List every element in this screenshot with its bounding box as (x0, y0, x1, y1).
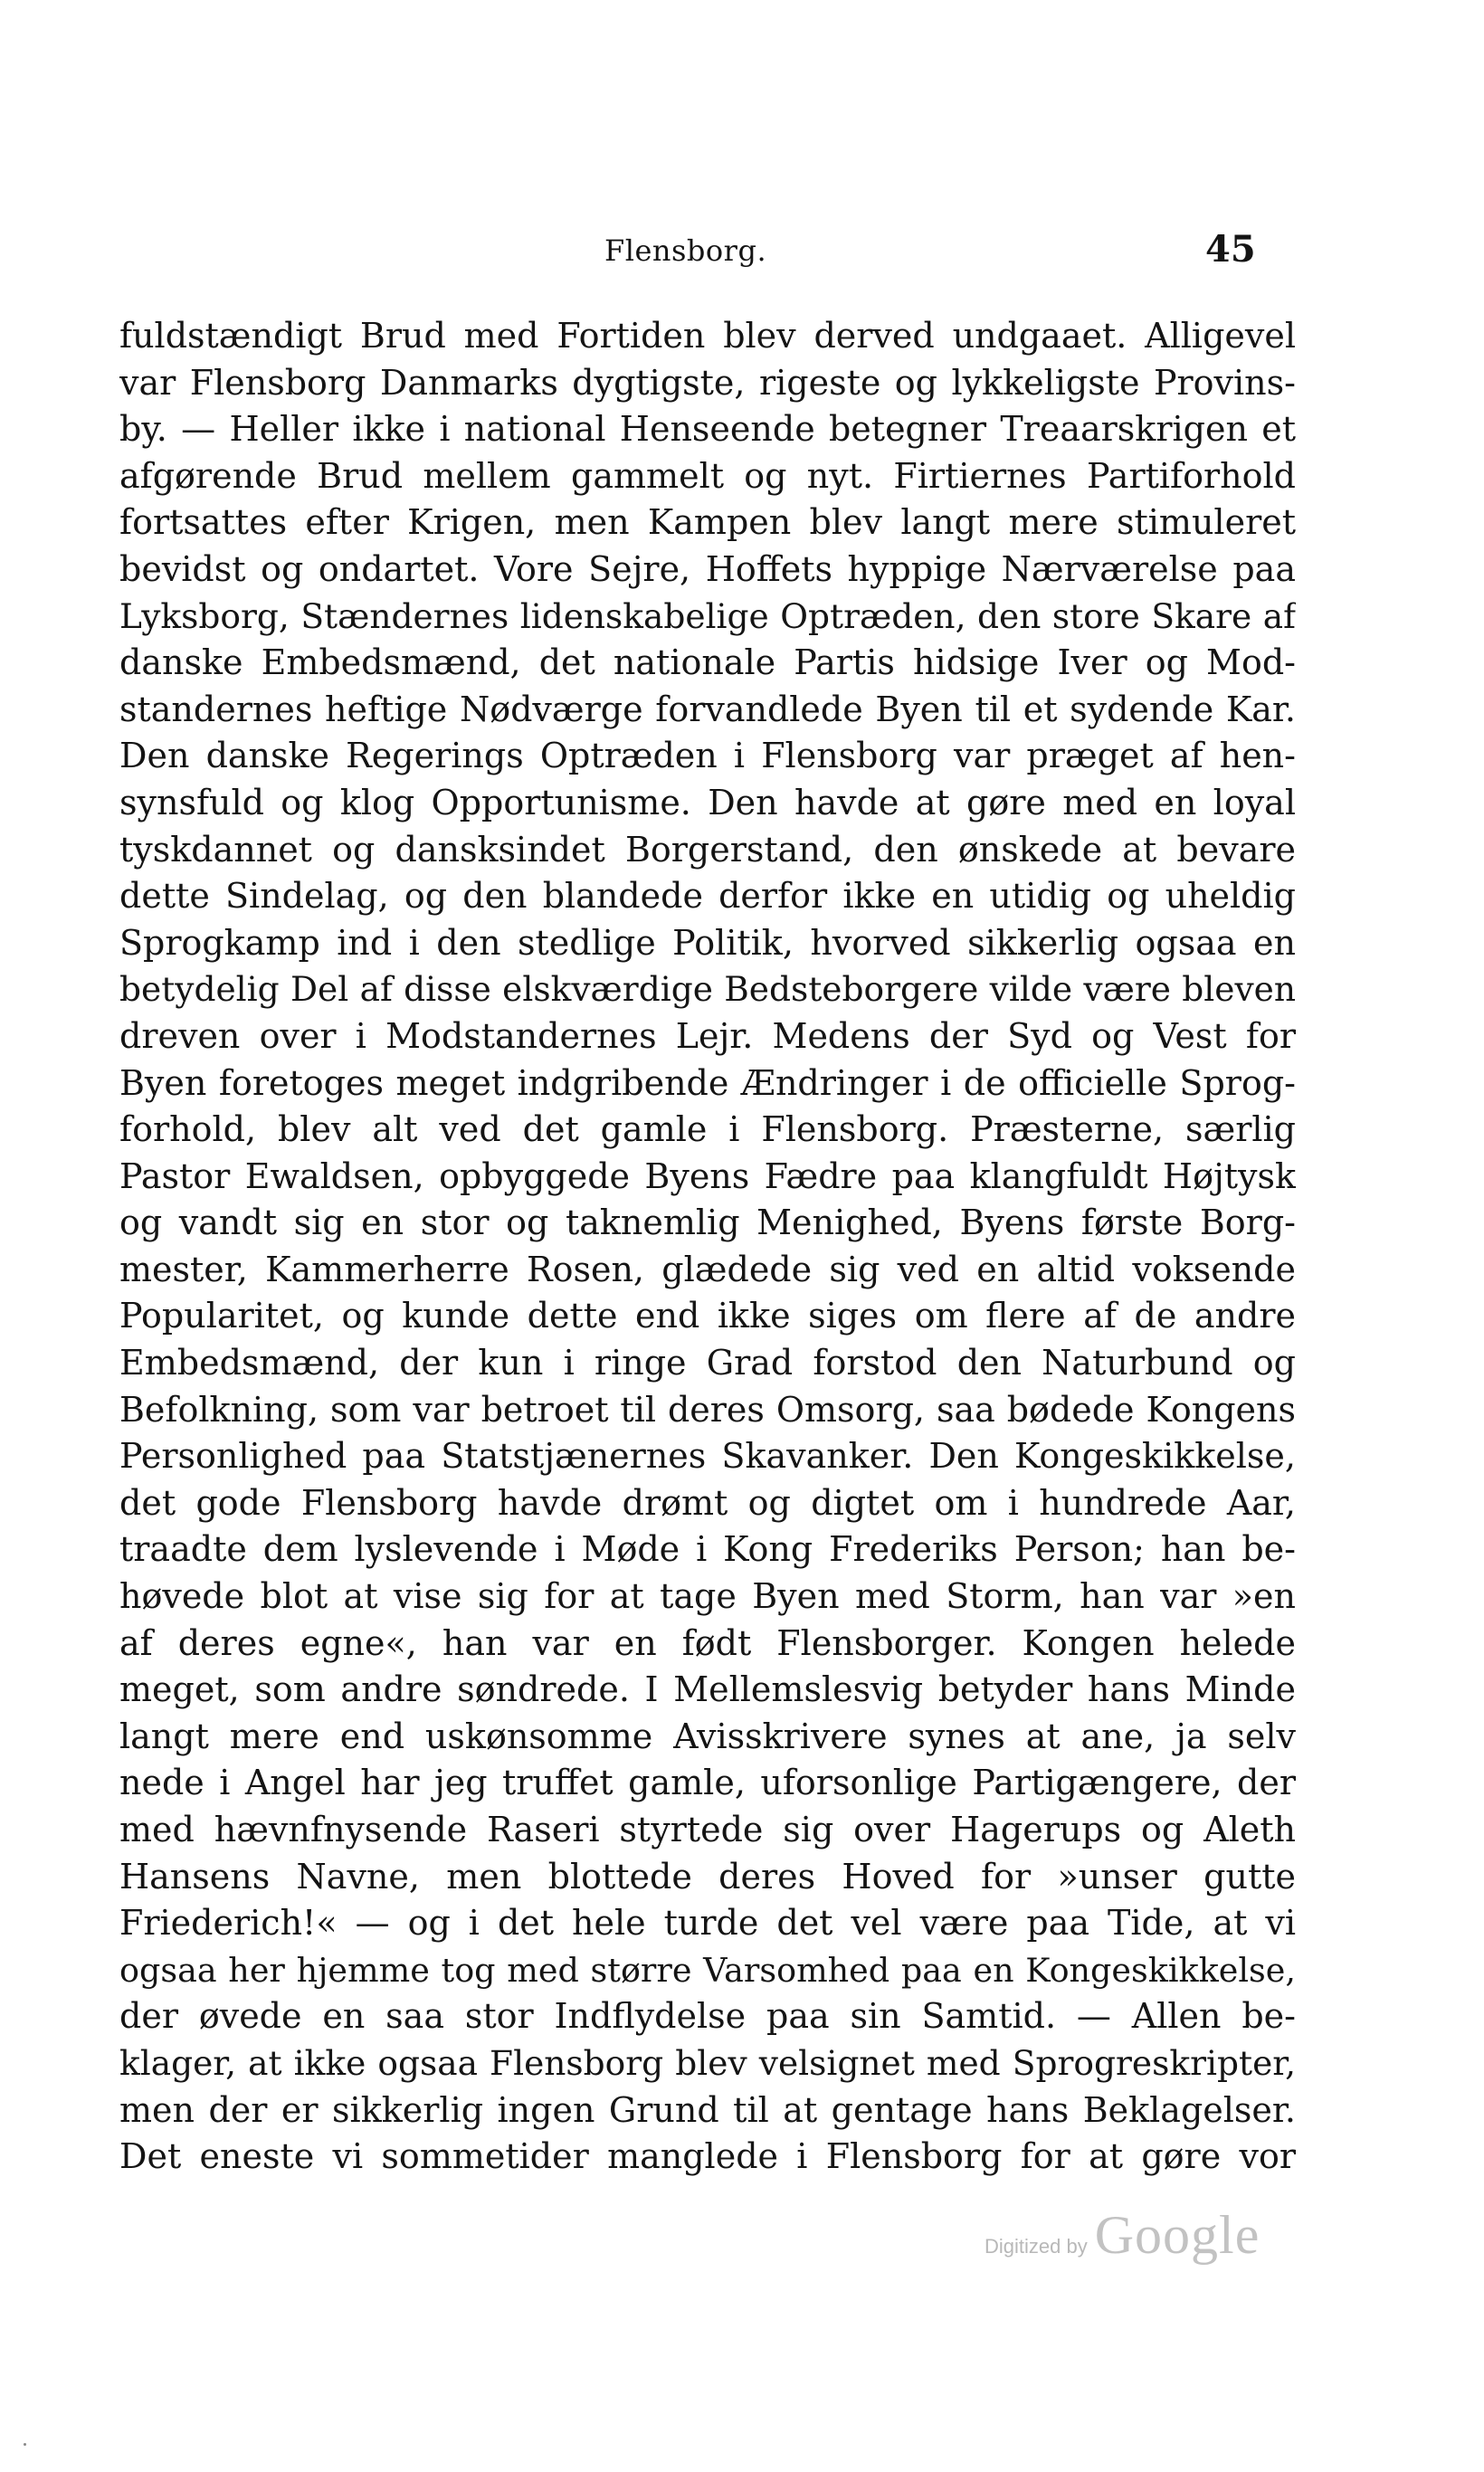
text-line: dette Sindelag, og den blandede derfor ikke en utidig og uheldig (119, 876, 1296, 917)
text-line: høvede blot at vise sig for at tage Byen med Storm, han var »en (119, 1576, 1296, 1617)
text-line: var Flensborg Danmarks dygtigste, rigeste og lykkeligste Provins- (119, 362, 1296, 403)
text-line: Sprogkamp ind i den stedlige Politik, hvorved sikkerlig ogsaa en (119, 922, 1296, 963)
text-line: Lyksborg, Stændernes lidenskabelige Optræden, den store Skare af (119, 595, 1296, 636)
text-line: ogsaa her hjemme tog med større Varsomhed paa en Kongeskikkelse, (119, 1950, 1296, 1990)
text-line: Den danske Regerings Optræden i Flensborg var præget af hen- (119, 736, 1296, 776)
text-line: bevidst og ondartet. Vore Sejre, Hoffets hyppige Nærværelse paa (119, 548, 1296, 589)
page-number: 45 (1205, 228, 1256, 271)
text-line: fortsattes efter Krigen, men Kampen blev langt mere stimuleret (119, 502, 1296, 543)
digitized-watermark (985, 2204, 1260, 2267)
google-logo: Google (1094, 2205, 1260, 2265)
text-line: afgørende Brud mellem gammelt og nyt. Firtiernes Partiforhold (119, 455, 1296, 496)
text-line: der øvede en saa stor Indflydelse paa sin Samtid. — Allen be- (119, 1996, 1296, 2037)
watermark-prefix: Digitized by (985, 2235, 1088, 2258)
text-line: Personlighed paa Statstjænernes Skavanker. Den Kongeskikkelse, (119, 1436, 1296, 1477)
text-line: klager, at ikke ogsaa Flensborg blev velsignet med Sprogreskripter, (119, 2042, 1296, 2083)
text-line: og vandt sig en stor og taknemlig Menighed, Byens første Borg- (119, 1203, 1296, 1243)
text-line: Friederich!« — og i det hele turde det vel være paa Tide, at vi (119, 1903, 1296, 1944)
text-line: danske Embedsmænd, det nationale Partis hidsige Iver og Mod- (119, 642, 1296, 683)
text-line: meget, som andre søndrede. I Mellemslesvig betyder hans Minde (119, 1669, 1296, 1710)
text-line: by. — Heller ikke i national Henseende betegner Treaarskrigen et (119, 409, 1296, 450)
text-line: Befolkning, som var betroet til deres Omsorg, saa bødede Kongens (119, 1389, 1296, 1430)
text-line: synsfuld og klog Opportunisme. Den havde at gøre med en loyal (119, 782, 1296, 822)
text-line: standernes heftige Nødværge forvandlede Byen til et sydende Kar. (119, 689, 1296, 729)
text-line: forhold, blev alt ved det gamle i Flensborg. Præsterne, særlig (119, 1109, 1296, 1150)
text-line: Byen foretoges meget indgribende Ændringer i de officielle Sprog- (119, 1062, 1296, 1103)
text-line: betydelig Del af disse elskværdige Bedsteborgere vilde være bleven (119, 969, 1296, 1010)
text-line: men der er sikkerlig ingen Grund til at gentage hans Beklagelser. (119, 2089, 1296, 2130)
text-line: dreven over i Modstandernes Lejr. Medens der Syd og Vest for (119, 1015, 1296, 1056)
running-title: Flensborg. (604, 233, 767, 268)
text-line: tyskdannet og dansksindet Borgerstand, den ønskede at bevare (119, 829, 1296, 870)
text-line: Hansens Navne, men blottede deres Hoved for »unser gutte (119, 1856, 1296, 1897)
text-line: fuldstændigt Brud med Fortiden blev derved undgaaet. Alligevel (119, 316, 1296, 356)
text-line: Det eneste vi sommetider manglede i Flensborg for at gøre vor (119, 2136, 1296, 2177)
text-line: mester, Kammerherre Rosen, glædede sig ved en altid voksende (119, 1249, 1296, 1289)
text-line: Pastor Ewaldsen, opbyggede Byens Fædre paa klangfuldt Højtysk (119, 1155, 1296, 1196)
scan-speck (24, 2443, 26, 2446)
text-line: af deres egne«, han var en født Flensborger. Kongen helede (119, 1622, 1296, 1663)
text-line: Popularitet, og kunde dette end ikke siges om flere af de andre (119, 1296, 1296, 1336)
text-line: med hævnfnysende Raseri styrtede sig over Hagerups og Aleth (119, 1810, 1296, 1849)
text-line: nede i Angel har jeg truffet gamle, uforsonlige Partigængere, der (119, 1763, 1296, 1803)
body-text (119, 313, 1296, 2181)
text-line: traadte dem lyslevende i Møde i Kong Frederiks Person; han be- (119, 1529, 1296, 1570)
text-line: det gode Flensborg havde drømt og digtet om i hundrede Aar, (119, 1482, 1296, 1523)
text-line: langt mere end uskønsomme Avisskrivere synes at ane, ja selv (119, 1716, 1296, 1756)
text-line: Embedsmænd, der kun i ringe Grad forstod den Naturbund og (119, 1343, 1296, 1383)
